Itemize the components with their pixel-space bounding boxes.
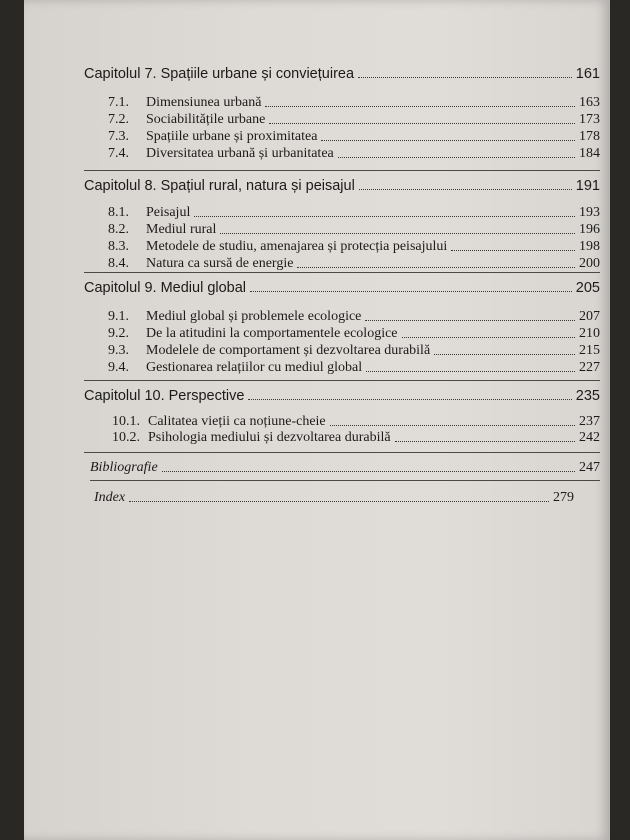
leader-dots (162, 471, 575, 472)
section-title: Spațiile urbane și proximitatea (146, 129, 318, 144)
section-number: 7.3. (108, 129, 129, 144)
section-number: 8.4. (108, 256, 129, 271)
leader-dots (434, 354, 575, 355)
chapter-title: Capitolul 7. Spațiile urbane și conviețuirea (84, 66, 355, 82)
leader-dots (265, 106, 575, 107)
leader-dots (358, 77, 572, 78)
section-number: 8.1. (108, 205, 129, 220)
section-title: Diversitatea urbană și urbanitatea (146, 146, 334, 161)
page-number: 207 (579, 309, 600, 324)
leader-dots (220, 233, 575, 234)
toc-section-8-3[interactable] (108, 239, 600, 255)
leader-dots (395, 441, 575, 442)
section-number: 10.2. (112, 430, 140, 445)
section-number: 7.1. (108, 95, 129, 110)
section-title: Peisajul (146, 205, 191, 220)
section-number: 10.1. (112, 414, 140, 429)
page-number: 237 (579, 414, 600, 429)
toc-chapter-10[interactable] (84, 388, 600, 404)
leader-dots (269, 123, 575, 124)
toc-section-9-1[interactable] (108, 309, 600, 325)
leader-dots (338, 157, 575, 158)
section-title: De la atitudini la comportamentele ecologice (146, 326, 398, 341)
section-number: 7.2. (108, 112, 129, 127)
chapter-divider (90, 480, 600, 481)
leader-dots (250, 291, 572, 292)
page-number: 205 (575, 280, 600, 296)
page-number: 210 (579, 326, 600, 341)
page-number: 247 (579, 460, 600, 475)
toc-chapter-7[interactable] (84, 66, 600, 82)
section-number: 7.4. (108, 146, 129, 161)
table-of-contents (24, 0, 610, 840)
leader-dots (321, 140, 575, 141)
page-number: 173 (579, 112, 600, 127)
leader-dots (451, 250, 575, 251)
toc-section-8-1[interactable] (108, 205, 600, 221)
backmatter-title: Index (94, 490, 126, 505)
section-title: Mediul rural (146, 222, 217, 237)
toc-section-8-2[interactable] (108, 222, 600, 238)
page-number: 178 (579, 129, 600, 144)
toc-section-8-4[interactable] (108, 256, 600, 272)
backmatter-title: Bibliografie (90, 460, 158, 475)
page-number: 184 (579, 146, 600, 161)
toc-section-7-1[interactable] (108, 95, 600, 111)
chapter-title: Capitolul 9. Mediul global (84, 280, 247, 296)
toc-chapter-9[interactable] (84, 280, 600, 296)
page-number: 161 (575, 66, 600, 82)
page-number: 215 (579, 343, 600, 358)
section-title: Gestionarea relațiilor cu mediul global (146, 360, 363, 375)
toc-section-9-4[interactable] (108, 360, 600, 376)
leader-dots (402, 337, 575, 338)
toc-chapter-8[interactable] (84, 178, 600, 194)
section-title: Psihologia mediului și dezvoltarea durabilă (148, 430, 391, 445)
section-number: 9.1. (108, 309, 129, 324)
page-number: 196 (579, 222, 600, 237)
toc-bibliography[interactable] (90, 460, 600, 476)
chapter-divider (84, 272, 600, 273)
leader-dots (129, 501, 549, 502)
section-number: 8.3. (108, 239, 129, 254)
toc-section-10-1[interactable] (112, 414, 600, 430)
chapter-divider (84, 380, 600, 381)
page-number: 198 (579, 239, 600, 254)
section-title: Metodele de studiu, amenajarea și protecția peisajului (146, 239, 448, 254)
toc-section-9-2[interactable] (108, 326, 600, 342)
section-title: Natura ca sursă de energie (146, 256, 294, 271)
page-number: 191 (575, 178, 600, 194)
page-number: 227 (579, 360, 600, 375)
section-number: 8.2. (108, 222, 129, 237)
page-number: 235 (575, 388, 600, 404)
section-number: 9.2. (108, 326, 129, 341)
toc-section-10-2[interactable] (112, 430, 600, 446)
chapter-divider (84, 170, 600, 171)
book-page (24, 0, 610, 840)
toc-section-7-3[interactable] (108, 129, 600, 145)
chapter-divider (84, 452, 600, 453)
section-title: Modelele de comportament și dezvoltarea durabilă (146, 343, 431, 358)
leader-dots (194, 216, 575, 217)
chapter-title: Capitolul 10. Perspective (84, 388, 245, 404)
section-number: 9.3. (108, 343, 129, 358)
leader-dots (330, 425, 575, 426)
leader-dots (365, 320, 575, 321)
leader-dots (248, 399, 571, 400)
leader-dots (359, 189, 572, 190)
section-title: Dimensiunea urbană (146, 95, 262, 110)
page-number: 163 (579, 95, 600, 110)
section-title: Mediul global și problemele ecologice (146, 309, 362, 324)
toc-index[interactable] (94, 490, 574, 506)
section-title: Calitatea vieții ca noțiune-cheie (148, 414, 326, 429)
section-title: Sociabilitățile urbane (146, 112, 266, 127)
page-number: 279 (553, 490, 574, 505)
leader-dots (366, 371, 575, 372)
section-number: 9.4. (108, 360, 129, 375)
chapter-title: Capitolul 8. Spațiul rural, natura și peisajul (84, 178, 355, 194)
toc-section-9-3[interactable] (108, 343, 600, 359)
toc-section-7-4[interactable] (108, 146, 600, 162)
page-number: 242 (579, 430, 600, 445)
toc-section-7-2[interactable] (108, 112, 600, 128)
leader-dots (297, 267, 575, 268)
page-number: 193 (579, 205, 600, 220)
page-number: 200 (579, 256, 600, 271)
